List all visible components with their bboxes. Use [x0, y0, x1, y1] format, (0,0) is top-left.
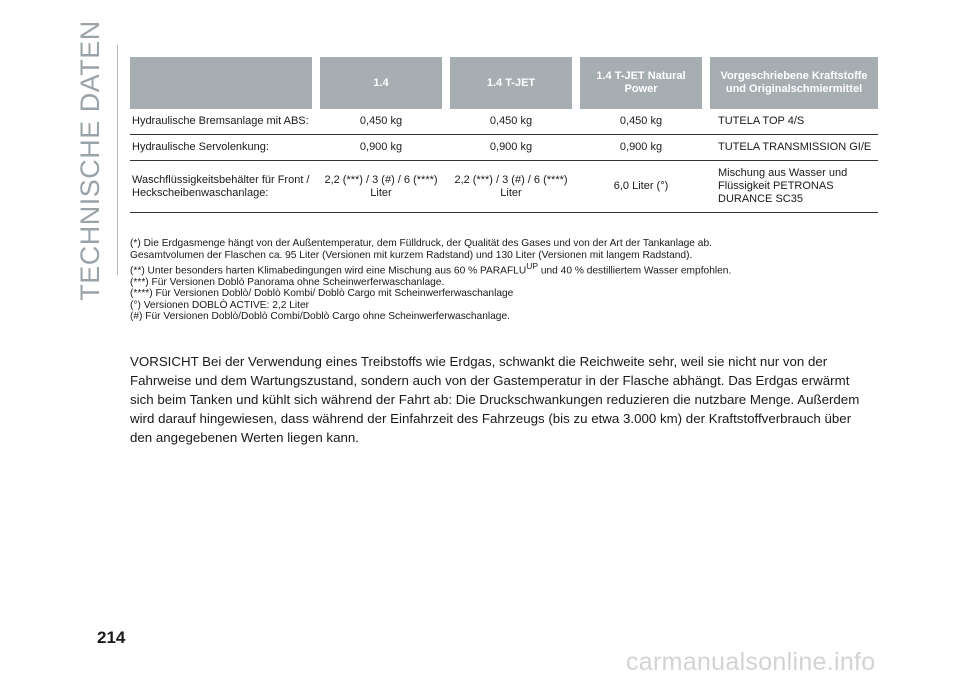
cell-value: 0,450 kg: [316, 109, 446, 135]
cell-value: 0,450 kg: [446, 109, 576, 135]
footnote-superscript: UP: [526, 261, 539, 271]
page-number: 214: [97, 628, 126, 647]
cell-fluid: TUTELA TRANSMISSION GI/E: [706, 135, 878, 161]
footnote-text: und 40 % destilliertem Wasser empfohlen.: [538, 265, 732, 277]
footnote-text: (**) Unter besonders harten Klimabedingungen wird eine Mischung aus 60 % PARAFLU: [130, 265, 527, 277]
footnote: (°) Versionen DOBLÒ ACTIVE: 2,2 Liter: [130, 299, 310, 311]
table-header-row: [130, 57, 878, 109]
cell-value: 6,0 Liter (°): [576, 161, 706, 213]
footnote: (****) Für Versionen Doblò/ Doblò Kombi/ Doblò Cargo mit Scheinwerferwaschanlage: [130, 288, 514, 300]
warning-paragraph: VORSICHT Bei der Verwendung eines Treibstoffs wie Erdgas, schwankt die Reichweite sehr, weil sie nicht nur von der Fahrweise und dem Wartungszustand, sondern auch von der Gastemperatur in der Flasche abhängt. Das Erdgas erwärmt sich beim Tanken und kühlt sich während der Fahrt ab: Die Druckschwankungen reduzieren die nutzbare Menge. Außerdem wird darauf hingewiesen, dass während der Einfahrzeit des Fahrzeugs (bis zu etwa 3.000 km) der Kraftstoffverbrauch über den angegebenen Werten liegen kann.: [130, 354, 860, 445]
cell-value: 0,900 kg: [576, 135, 706, 161]
section-divider: [117, 45, 118, 275]
cell-fluid: Mischung aus Wasser und Flüssigkeit PETRONAS DURANCE SC35: [706, 161, 878, 213]
cell-value: 2,2 (***) / 3 (#) / 6 (****) Liter: [446, 161, 576, 213]
cell-value: 0,900 kg: [316, 135, 446, 161]
cell-value: 0,450 kg: [576, 109, 706, 135]
header-cell-blank: [130, 57, 316, 109]
footnotes: [130, 238, 878, 323]
watermark: carmanualsonline.info: [626, 648, 876, 676]
row-label: Waschflüssigkeitsbehälter für Front / Heckscheibenwaschanlage:: [130, 161, 316, 213]
section-title-text: TECHNISCHE DATEN: [74, 19, 105, 301]
header-cell-1-4: 1.4: [316, 57, 446, 109]
table-row: [130, 161, 878, 213]
cell-value: 0,900 kg: [446, 135, 576, 161]
footnote: (#) Für Versionen Doblò/Doblò Combi/Doblò Cargo ohne Scheinwerferwaschanlage.: [130, 311, 510, 323]
section-title: [66, 19, 114, 301]
header-cell-1-4-tjet: 1.4 T-JET: [446, 57, 576, 109]
footnote: (***) Für Versionen Doblò Panorama ohne Scheinwerferwaschanlage.: [130, 276, 445, 288]
row-label: Hydraulische Servolenkung:: [130, 135, 316, 161]
header-cell-natural-power: 1.4 T-JET Natural Power: [576, 57, 706, 109]
cell-fluid: TUTELA TOP 4/S: [706, 109, 878, 135]
table-row: [130, 135, 878, 161]
footnote: Gesamtvolumen der Flaschen ca. 95 Liter (Versionen mit kurzem Radstand) und 130 Liter (Versionen mit langem Radstand).: [130, 249, 693, 261]
fluids-table: [130, 57, 878, 213]
row-label: Hydraulische Bremsanlage mit ABS:: [130, 109, 316, 135]
table-row: [130, 109, 878, 135]
header-cell-fluids: Vorgeschriebene Kraftstoffe und Originalschmiermittel: [706, 57, 878, 109]
footnote: [130, 261, 878, 277]
cell-value: 2,2 (***) / 3 (#) / 6 (****) Liter: [316, 161, 446, 213]
footnote: (*) Die Erdgasmenge hängt von der Außentemperatur, dem Fülldruck, der Qualität des Gases und von der Art der Tankanlage ab.: [130, 238, 712, 249]
